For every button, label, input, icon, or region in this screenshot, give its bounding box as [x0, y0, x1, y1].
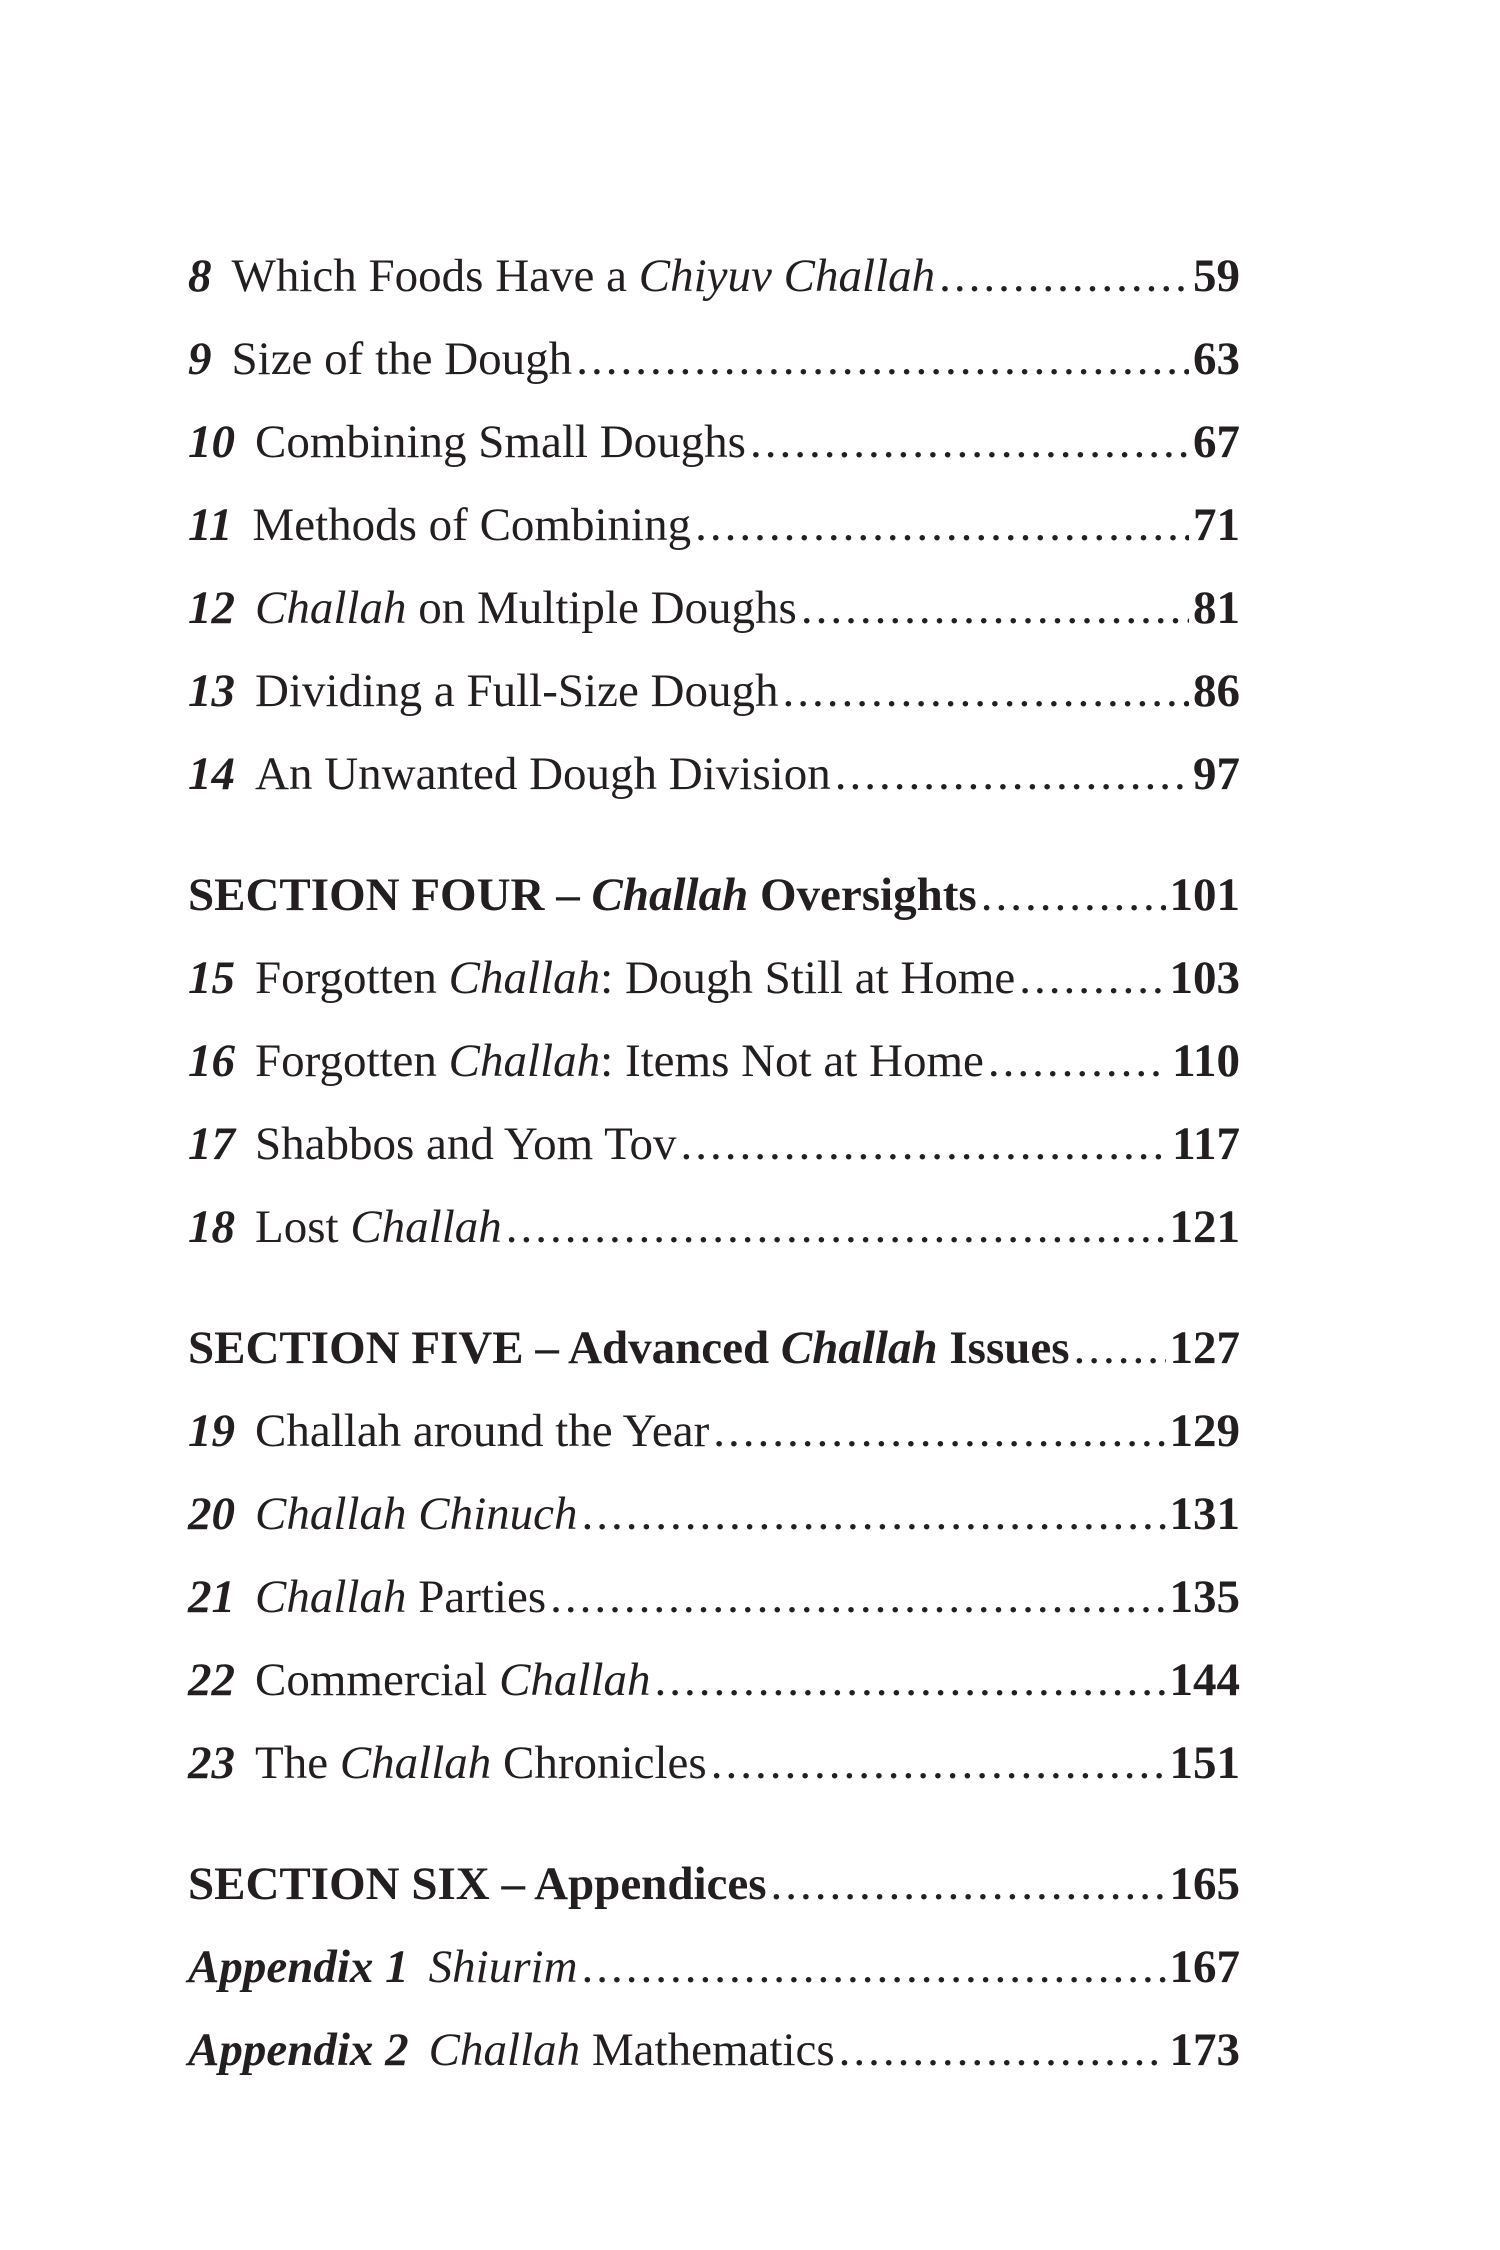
- page-number: 86: [1193, 665, 1240, 717]
- page-number: 135: [1169, 1571, 1240, 1623]
- dot-leader: [783, 650, 1190, 733]
- dot-leader: [988, 1020, 1168, 1103]
- title-segment: Challah: [255, 582, 407, 634]
- page-number: 173: [1169, 2024, 1240, 2076]
- entry-title: [429, 1926, 578, 2009]
- page-number: 131: [1169, 1488, 1240, 1540]
- chapter-number: 21: [188, 1571, 235, 1623]
- entry-title: [255, 650, 779, 733]
- chapter-number: 15: [188, 952, 235, 1004]
- toc-entry: [188, 1556, 1240, 1639]
- page-number: 127: [1169, 1322, 1240, 1374]
- dot-leader: [835, 733, 1189, 816]
- title-segment: Chronicles: [491, 1737, 707, 1789]
- table-of-contents: [188, 235, 1240, 2092]
- chapter-number: 18: [188, 1201, 235, 1253]
- title-segment: Challah around the Year: [255, 1405, 710, 1457]
- page-number: 121: [1169, 1201, 1240, 1253]
- toc-entry: [188, 1020, 1240, 1103]
- title-segment: SECTION FIVE – Advanced: [188, 1322, 781, 1374]
- entry-title: [429, 2009, 835, 2092]
- entry-title: [255, 1186, 502, 1269]
- title-segment: The: [255, 1737, 340, 1789]
- chapter-number: 19: [188, 1405, 235, 1457]
- entry-title: [255, 1103, 677, 1186]
- entry-title: [188, 1307, 1070, 1390]
- entry-title: [255, 1722, 707, 1805]
- toc-entry: [188, 1473, 1240, 1556]
- dot-leader: [711, 1722, 1166, 1805]
- page-number: 81: [1193, 582, 1240, 634]
- toc-entry: [188, 1103, 1240, 1186]
- entry-title: [255, 1556, 546, 1639]
- title-segment: Dividing a Full-Size Dough: [255, 665, 779, 717]
- title-segment: Chiyuv Challah: [638, 250, 936, 302]
- toc-entry: [188, 733, 1240, 816]
- page-number: 129: [1169, 1405, 1240, 1457]
- title-segment: Lost: [255, 1201, 351, 1253]
- title-segment: Issues: [937, 1322, 1070, 1374]
- title-segment: Size of the Dough: [231, 333, 573, 385]
- toc-entry: [188, 650, 1240, 733]
- toc-section-heading: [188, 1843, 1240, 1926]
- entry-title: [232, 318, 573, 401]
- entry-title: [188, 1843, 767, 1926]
- dot-leader: [801, 567, 1189, 650]
- title-segment: Which Foods Have a: [231, 250, 639, 302]
- title-segment: Challah: [591, 869, 749, 921]
- page-number: 67: [1193, 416, 1240, 468]
- entry-title: [188, 854, 977, 937]
- chapter-number: 13: [188, 665, 235, 717]
- title-segment: Challah: [350, 1201, 502, 1253]
- page-number: 117: [1172, 1118, 1240, 1170]
- toc-entry: [188, 1186, 1240, 1269]
- page-number: 103: [1169, 952, 1240, 1004]
- dot-leader: [655, 1639, 1166, 1722]
- title-segment: Challah: [428, 2024, 581, 2076]
- dot-leader: [695, 484, 1189, 567]
- title-segment: Parties: [406, 1571, 547, 1623]
- chapter-number: 22: [188, 1654, 235, 1706]
- toc-entry: [188, 1390, 1240, 1473]
- toc-entry: [188, 484, 1240, 567]
- title-segment: SECTION SIX – Appendices: [188, 1858, 767, 1910]
- entry-title: [255, 937, 1015, 1020]
- title-segment: Commercial: [255, 1654, 500, 1706]
- entry-title: [255, 1639, 651, 1722]
- chapter-number: 11: [188, 499, 233, 551]
- entry-title: [255, 401, 746, 484]
- toc-entry: [188, 567, 1240, 650]
- entry-title: [255, 567, 797, 650]
- entry-title: [232, 235, 936, 318]
- title-segment: Challah: [448, 952, 601, 1004]
- dot-leader: [750, 401, 1189, 484]
- dot-leader: [939, 235, 1189, 318]
- page-number: 151: [1169, 1737, 1240, 1789]
- title-segment: Challah: [448, 1035, 601, 1087]
- title-segment: SECTION FOUR –: [188, 869, 592, 921]
- title-segment: : Items Not at Home: [600, 1035, 984, 1087]
- title-segment: Challah Chinuch: [255, 1488, 578, 1540]
- page-number: 110: [1172, 1035, 1240, 1087]
- toc-entry: [188, 401, 1240, 484]
- toc-entry: [188, 235, 1240, 318]
- dot-leader: [581, 1473, 1165, 1556]
- page-number: 97: [1193, 748, 1240, 800]
- chapter-number: 23: [188, 1737, 235, 1789]
- toc-entry: [188, 2009, 1240, 2092]
- dot-leader: [1074, 1307, 1166, 1390]
- title-segment: Forgotten: [255, 1035, 449, 1087]
- title-segment: An Unwanted Dough Division: [255, 748, 831, 800]
- entry-title: [255, 1390, 709, 1473]
- toc-entry: [188, 1926, 1240, 2009]
- dot-leader: [550, 1556, 1165, 1639]
- toc-section-heading: [188, 854, 1240, 937]
- page-number: 144: [1169, 1654, 1240, 1706]
- title-segment: Oversights: [748, 869, 977, 921]
- title-segment: on Multiple Doughs: [406, 582, 797, 634]
- page-number: 165: [1169, 1858, 1240, 1910]
- chapter-number: 9: [188, 333, 212, 385]
- chapter-number: 12: [188, 582, 235, 634]
- chapter-number: 20: [188, 1488, 235, 1540]
- page-number: 101: [1169, 869, 1240, 921]
- title-segment: Challah: [780, 1322, 938, 1374]
- chapter-number: 10: [188, 416, 235, 468]
- appendix-number: Appendix 1: [188, 1941, 409, 1993]
- toc-entry: [188, 318, 1240, 401]
- title-segment: Challah: [339, 1737, 492, 1789]
- entry-title: [255, 1020, 984, 1103]
- page-number: 167: [1169, 1941, 1240, 1993]
- title-segment: Methods of Combining: [252, 499, 692, 551]
- chapter-number: 8: [188, 250, 212, 302]
- chapter-number: 17: [188, 1118, 235, 1170]
- dot-leader: [713, 1390, 1165, 1473]
- title-segment: : Dough Still at Home: [600, 952, 1016, 1004]
- toc-entry: [188, 1722, 1240, 1805]
- chapter-number: 14: [188, 748, 235, 800]
- dot-leader: [576, 318, 1189, 401]
- dot-leader: [681, 1103, 1169, 1186]
- title-segment: Mathematics: [580, 2024, 835, 2076]
- chapter-number: 16: [188, 1035, 235, 1087]
- dot-leader: [1019, 937, 1165, 1020]
- page-number: 59: [1193, 250, 1240, 302]
- entry-title: [252, 484, 691, 567]
- toc-entry: [188, 1639, 1240, 1722]
- title-segment: Combining Small Doughs: [255, 416, 746, 468]
- title-segment: Challah: [499, 1654, 651, 1706]
- appendix-number: Appendix 2: [188, 2024, 409, 2076]
- title-segment: Challah: [255, 1571, 407, 1623]
- toc-section-heading: [188, 1307, 1240, 1390]
- title-segment: Shiurim: [428, 1941, 578, 1993]
- dot-leader: [839, 2009, 1166, 2092]
- dot-leader: [582, 1926, 1166, 2009]
- page-number: 71: [1193, 499, 1240, 551]
- dot-leader: [981, 854, 1166, 937]
- dot-leader: [771, 1843, 1166, 1926]
- page-number: 63: [1193, 333, 1240, 385]
- toc-entry: [188, 937, 1240, 1020]
- entry-title: [255, 733, 831, 816]
- title-segment: Shabbos and Yom Tov: [255, 1118, 677, 1170]
- dot-leader: [506, 1186, 1166, 1269]
- title-segment: Forgotten: [255, 952, 449, 1004]
- entry-title: [255, 1473, 577, 1556]
